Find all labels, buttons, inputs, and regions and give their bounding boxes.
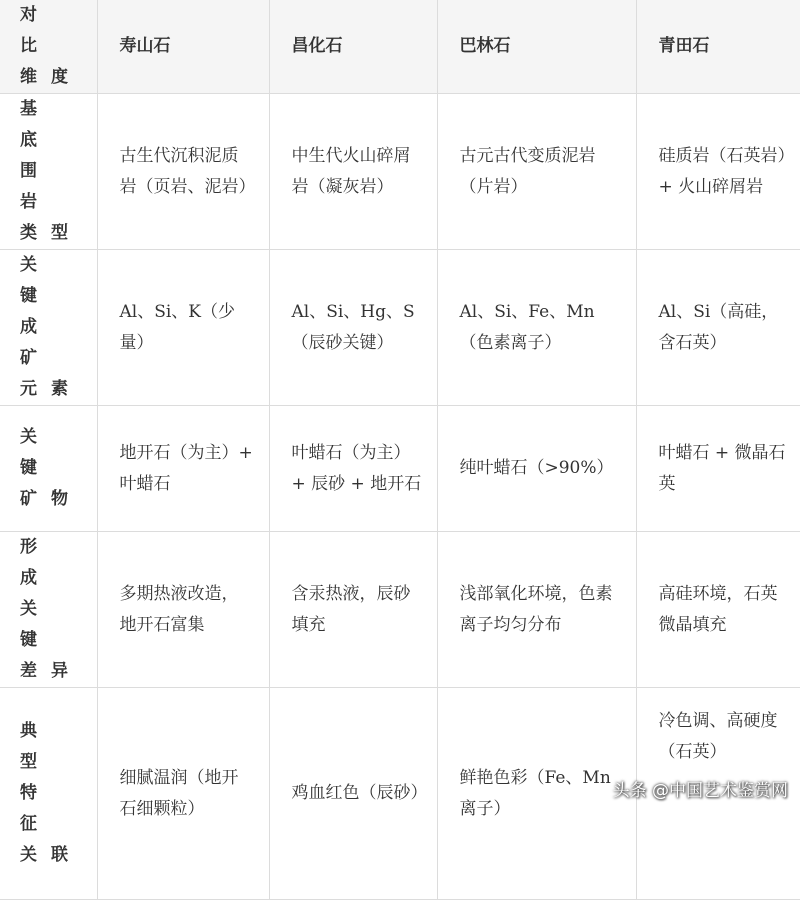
row-dimension-cell (0, 250, 97, 406)
header-col-qingtian: 青田石 (636, 0, 800, 94)
row-dimension-line: 差异 (20, 661, 82, 681)
row-dimension-line: 特 征 (20, 783, 51, 834)
table-cell: 多期热液改造，地开石富集 (97, 532, 269, 688)
header-col-shoushan: 寿山石 (97, 0, 269, 94)
row-dimension-line: 成 矿 (20, 317, 51, 368)
row-dimension-line: 类型 (20, 223, 82, 243)
table-cell: 鲜艳色彩（Fe、Mn离子） (437, 688, 636, 900)
table-cell: 中生代火山碎屑岩（凝灰岩） (269, 94, 437, 250)
table-cell: 冷色调、高硬度（石英） (636, 688, 800, 900)
table-cell: 古元古代变质泥岩（片岩） (437, 94, 636, 250)
table-cell: 浅部氧化环境，色素离子均匀分布 (437, 532, 636, 688)
table-row (0, 532, 800, 688)
row-dimension-line: 关 键 (20, 427, 51, 478)
row-dimension-line: 基 底 (20, 99, 51, 150)
table-cell: Al、Si、K（少量） (97, 250, 269, 406)
row-dimension-line: 典 型 (20, 721, 51, 772)
row-dimension-line: 关联 (20, 845, 82, 865)
table-cell: 硅质岩（石英岩）+ 火山碎屑岩 (636, 94, 800, 250)
row-dimension-line: 元素 (20, 379, 82, 399)
row-dimension-line: 关 键 (20, 599, 51, 650)
table-row (0, 250, 800, 406)
watermark-text: 头条 @中国艺术鉴赏网 (612, 781, 788, 801)
row-dimension-line: 形 成 (20, 537, 51, 588)
table-row (0, 406, 800, 532)
table-cell: 含汞热液，辰砂填充 (269, 532, 437, 688)
row-dimension-cell (0, 532, 97, 688)
table-cell: 纯叶蜡石（>90%） (437, 406, 636, 532)
row-dimension-cell (0, 688, 97, 900)
row-dimension-cell (0, 94, 97, 250)
header-col-changhua: 昌化石 (269, 0, 437, 94)
row-dimension-line: 矿物 (20, 489, 82, 509)
header-col-balin: 巴林石 (437, 0, 636, 94)
table-cell: 鸡血红色（辰砂） (269, 688, 437, 900)
table-cell: Al、Si、Fe、Mn（色素离子） (437, 250, 636, 406)
table-cell: 古生代沉积泥质岩（页岩、泥岩） (97, 94, 269, 250)
table-cell: 地开石（为主）+ 叶蜡石 (97, 406, 269, 532)
header-dimension-cell (0, 0, 97, 94)
row-dimension-line: 关 键 (20, 255, 51, 306)
table-cell: Al、Si、Hg、S（辰砂关键） (269, 250, 437, 406)
row-dimension-line: 围 岩 (20, 161, 51, 212)
table-cell: 叶蜡石 + 微晶石英 (636, 406, 800, 532)
table-cell: 高硅环境，石英微晶填充 (636, 532, 800, 688)
row-dimension-cell (0, 406, 97, 532)
header-dimension-line: 维度 (20, 67, 82, 87)
header-dimension-line: 对 比 (20, 5, 51, 56)
table-cell: 叶蜡石（为主）+ 辰砂 + 地开石 (269, 406, 437, 532)
table-cell: 细腻温润（地开石细颗粒） (97, 688, 269, 900)
header-row (0, 0, 800, 94)
table-row (0, 94, 800, 250)
table-cell: Al、Si（高硅，含石英） (636, 250, 800, 406)
